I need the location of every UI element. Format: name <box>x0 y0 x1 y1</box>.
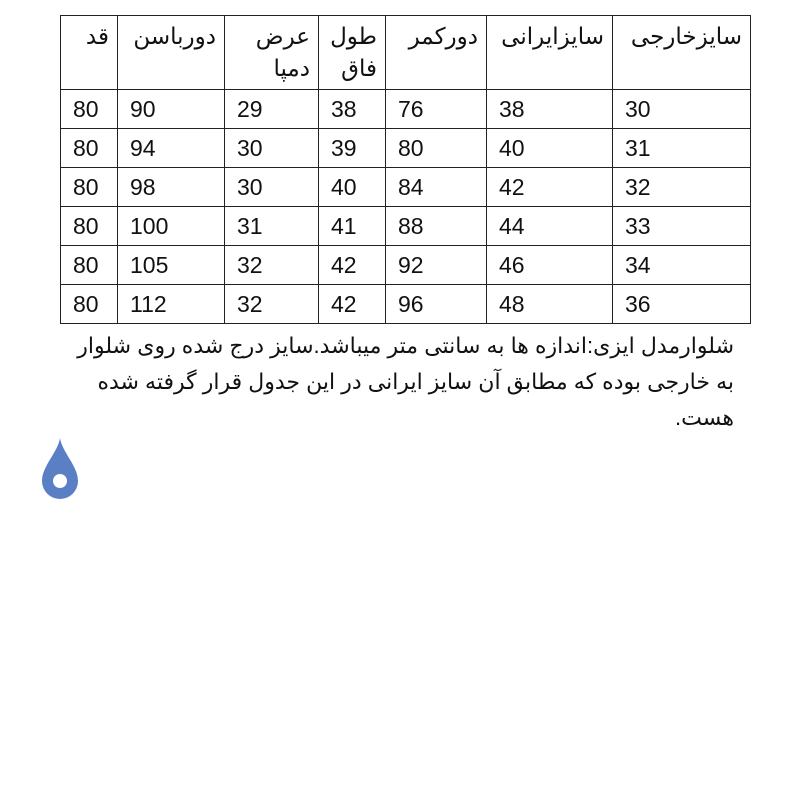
table-cell: 32 <box>225 285 319 324</box>
note-line: به خارجی بوده که مطابق آن سایز ایرانی در این جدول قرار گرفته شده <box>97 369 734 394</box>
table-cell: 42 <box>319 285 386 324</box>
table-row <box>61 207 751 246</box>
table-cell: 46 <box>487 246 613 285</box>
table-row <box>61 168 751 207</box>
header-height: قد <box>61 16 118 90</box>
header-iranian-size: سایزایرانی <box>487 16 613 90</box>
table-cell: 29 <box>225 90 319 129</box>
table-cell: 32 <box>613 168 751 207</box>
table-row <box>61 90 751 129</box>
table-cell: 31 <box>613 129 751 168</box>
table-cell: 105 <box>118 246 225 285</box>
table-cell: 33 <box>613 207 751 246</box>
table-cell: 41 <box>319 207 386 246</box>
table-cell: 30 <box>225 168 319 207</box>
note-line: هست. <box>675 405 734 430</box>
table-cell: 90 <box>118 90 225 129</box>
size-note <box>62 328 734 436</box>
table-cell: 100 <box>118 207 225 246</box>
table-cell: 98 <box>118 168 225 207</box>
table-cell: 80 <box>61 90 118 129</box>
header-waist: دورکمر <box>386 16 487 90</box>
table-cell: 112 <box>118 285 225 324</box>
table-cell: 34 <box>613 246 751 285</box>
table-cell: 80 <box>61 207 118 246</box>
table-cell: 88 <box>386 207 487 246</box>
table-cell: 42 <box>319 246 386 285</box>
table-cell: 80 <box>61 129 118 168</box>
table-cell: 94 <box>118 129 225 168</box>
table-cell: 80 <box>61 246 118 285</box>
table-row <box>61 246 751 285</box>
table-cell: 36 <box>613 285 751 324</box>
note-line: شلوارمدل ایزی:اندازه ها به سانتی متر میباشد.سایز درج شده روی شلوار <box>77 333 734 358</box>
table-cell: 80 <box>61 285 118 324</box>
water-drop-icon <box>40 436 80 500</box>
table-header-row <box>61 16 751 90</box>
header-hem-width: عرض دمپا <box>225 16 319 90</box>
table-cell: 42 <box>487 168 613 207</box>
drop-hole <box>53 474 67 488</box>
table-row <box>61 285 751 324</box>
header-foreign-size: سایزخارجی <box>613 16 751 90</box>
table-cell: 31 <box>225 207 319 246</box>
table-cell: 38 <box>319 90 386 129</box>
table-cell: 30 <box>613 90 751 129</box>
table-cell: 38 <box>487 90 613 129</box>
table-row <box>61 129 751 168</box>
table-cell: 44 <box>487 207 613 246</box>
table-cell: 80 <box>61 168 118 207</box>
table-cell: 96 <box>386 285 487 324</box>
table-cell: 40 <box>487 129 613 168</box>
table-cell: 84 <box>386 168 487 207</box>
table-cell: 32 <box>225 246 319 285</box>
table-cell: 48 <box>487 285 613 324</box>
table-cell: 80 <box>386 129 487 168</box>
table-cell: 92 <box>386 246 487 285</box>
drop-shape <box>42 438 78 499</box>
size-table <box>60 15 751 324</box>
table-cell: 30 <box>225 129 319 168</box>
table-cell: 40 <box>319 168 386 207</box>
table-cell: 39 <box>319 129 386 168</box>
table-cell: 76 <box>386 90 487 129</box>
header-rise: طول فاق <box>319 16 386 90</box>
header-hip: دورباسن <box>118 16 225 90</box>
